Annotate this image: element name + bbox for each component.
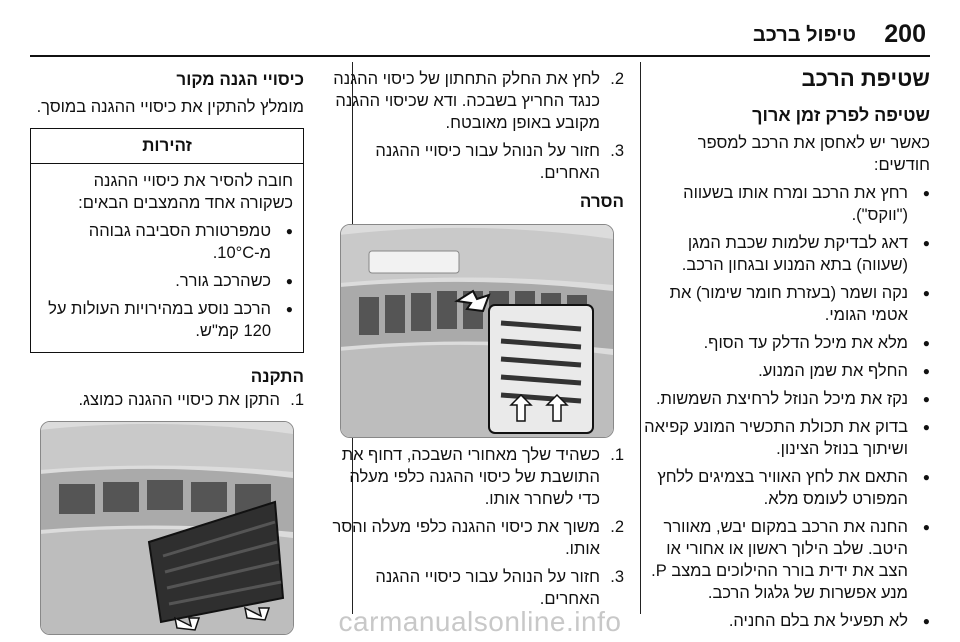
step-text: משוך את כיסוי ההגנה כלפי מעלה והסר אותו.: [332, 518, 600, 558]
storage-bullet-list: [642, 182, 930, 632]
step-text: לחץ את החלק התחתון של כיסוי ההגנה כנגד החריץ בשבכה. ודא שכיסוי ההגנה מקובע באופן מאובטח.: [333, 70, 600, 132]
page-footer: [0, 606, 960, 638]
removal-heading: הסרה: [579, 192, 624, 211]
list-item: ● החנה את הרכב במקום יבש, מאוורר היטב. שלב הילוך ראשון או אחורי או הצב את ידית בורר ההילוכים במצב P. מנע אפשרות של גלגול הרכב.: [642, 516, 930, 604]
step-number: 1.: [610, 446, 624, 464]
column-divider-right: [640, 62, 641, 614]
section-heading-winter-covers: כיסויי הגנה מקור: [176, 70, 304, 89]
page-header: [0, 0, 960, 58]
running-title: טיפול ברכב: [752, 24, 856, 46]
list-item: ● דאג לבדיקת שלמות שכבת המגן (שעווה) בתא המנוע ובגחון הרכב.: [642, 232, 930, 276]
list-item: ● רחץ את הרכב ומרח אותו בשעווה ("ווקס").: [642, 182, 930, 226]
step-number: 1.: [290, 391, 304, 409]
middle-column: [326, 62, 624, 610]
step-number: 2.: [610, 518, 624, 536]
step-number: 3.: [610, 568, 624, 586]
step-item: [326, 68, 624, 134]
bumper-illustration-install: [40, 422, 293, 635]
list-item: ● נקז את מיכל הנוזל לרחיצת השמשות.: [642, 388, 930, 410]
section-heading-car-storage: שטיפת הרכב: [801, 66, 930, 91]
step-item: [326, 516, 624, 560]
step-text: התקן את כיסויי ההגנה כמוצג.: [78, 391, 280, 409]
step-item: [326, 140, 624, 184]
right-column: [642, 62, 930, 632]
list-item: ● נקה ושמר (בעזרת חומר שימור) את אטמי הגומי.: [642, 282, 930, 326]
list-item: ● הרכב נוסע במהירויות העולות על 120 קמ"ש.: [41, 298, 293, 342]
storage-intro: כאשר יש לאחסן את הרכב למספר חודשים:: [697, 134, 930, 174]
list-item: ● בדוק את תכולת התכשיר המונע קפיאה ושיתוך בנוזל הצינון.: [642, 416, 930, 460]
step-text: חזור על הנוהל עבור כיסויי ההגנה האחרים.: [375, 568, 600, 608]
winter-covers-intro: מומלץ להתקין את כיסויי ההגנה במוסך.: [36, 98, 304, 116]
list-item: ● מלא את מיכל הדלק עד הסוף.: [642, 332, 930, 354]
caution-box: [30, 128, 304, 353]
list-item: ● לא תפעיל את בלם החניה.: [642, 610, 930, 632]
removal-figure: [340, 224, 614, 438]
watermark-text: carmanualsonline.info: [338, 606, 622, 637]
caution-body: [31, 164, 303, 352]
list-item: ● התאם את לחץ האוויר בצמיגים ללחץ המפורט לעומס מלא.: [642, 466, 930, 510]
step-number: 3.: [610, 142, 624, 160]
step-item: [326, 444, 624, 510]
subheading-long-storage: שטיפה לפרק זמן ארוך: [752, 105, 930, 125]
caution-title: זהירות: [31, 129, 303, 164]
step-item: [326, 566, 624, 610]
list-item: ● החלף את שמן המנוע.: [642, 360, 930, 382]
page-number: 200: [884, 20, 926, 48]
step-item: [30, 389, 304, 411]
install-heading: התקנה: [250, 367, 304, 386]
bumper-illustration-removal: [340, 225, 613, 438]
left-column: [30, 62, 304, 635]
step-text: כשהיד שלך מאחורי השבכה, דחוף את התושבת של כיסוי ההגנה כלפי מעלה כדי לשחרר אותו.: [341, 446, 600, 508]
list-item: ● כשהרכב גורר.: [41, 270, 293, 292]
header-rule: [30, 55, 930, 57]
list-item: ● טמפרטורת הסביבה גבוהה מ-10°C.: [41, 220, 293, 264]
step-text: חזור על הנוהל עבור כיסויי ההגנה האחרים.: [375, 142, 600, 182]
install-figure: [40, 421, 294, 635]
caution-intro: חובה להסיר את כיסויי ההגנה כשקורה אחד מהמצבים הבאים:: [78, 172, 293, 212]
step-number: 2.: [610, 70, 624, 88]
